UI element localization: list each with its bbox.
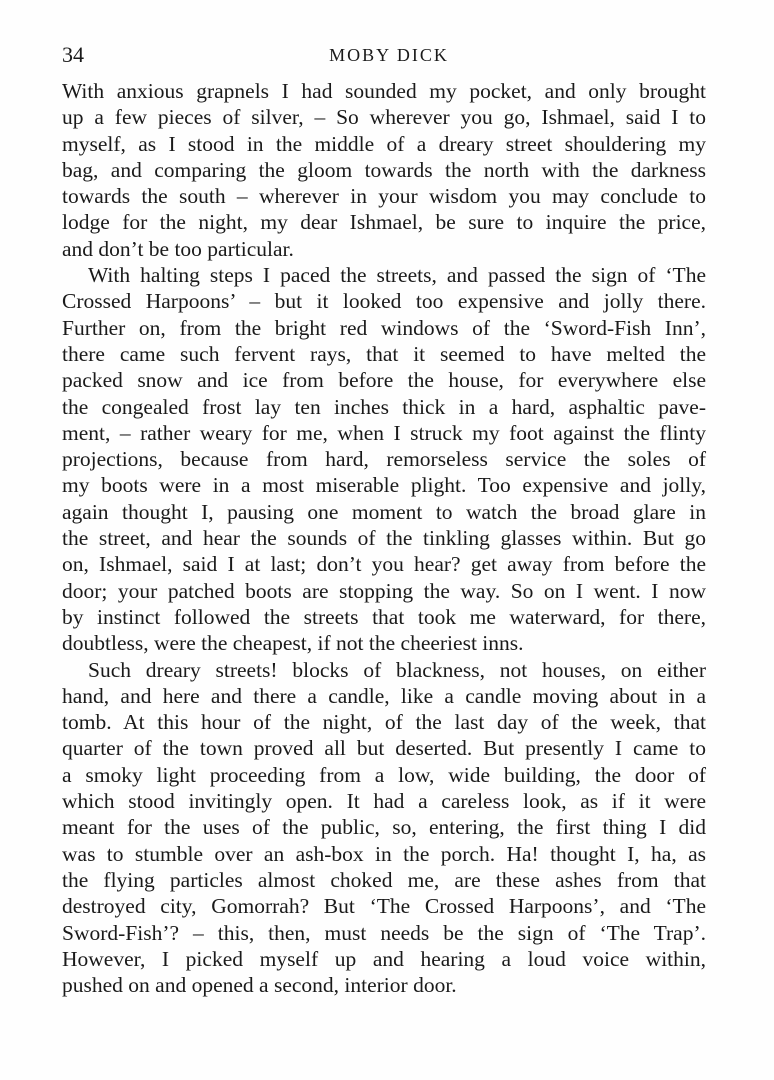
text-line: However, I picked myself up and hearing a loud voice within, [62,946,706,971]
text-line: the congealed frost lay ten inches thick in a hard, asphaltic pave- [62,394,706,419]
text-line: Sword-Fish’? – this, then, must needs be the sign of ‘The Trap’. [62,920,706,945]
text-line: myself, as I stood in the middle of a dreary street shouldering my [62,131,706,156]
text-line: Such dreary streets! blocks of blackness, not houses, on either [88,657,706,682]
text-line: again thought I, pausing one moment to watch the broad glare in [62,499,706,524]
text-line: ment, – rather weary for me, when I struck my foot against the flinty [62,420,706,445]
text-line: lodge for the night, my dear Ishmael, be sure to inquire the price, [62,210,706,235]
text-line: door; your patched boots are stopping the way. So on I went. I now [62,578,706,603]
text-line: projections, because from hard, remorseless service the soles of [62,447,706,472]
text-line: which stood invitingly open. It had a careless look, as if it were [62,789,706,814]
text-line: pushed on and opened a second, interior door. [62,973,457,998]
text-line: up a few pieces of silver, – So wherever you go, Ishmael, said I to [62,105,706,130]
paragraph [62,78,706,262]
text-line: by instinct followed the streets that took me waterward, for there, [62,604,706,629]
page-number: 34 [62,42,84,67]
text-line: bag, and comparing the gloom towards the north with the darkness [62,157,706,182]
text-line: With halting steps I paced the streets, and passed the sign of ‘The [88,263,706,288]
text-line: my boots were in a most miserable plight. Too expensive and jolly, [62,473,706,498]
text-line: tomb. At this hour of the night, of the last day of the week, that [62,710,706,735]
text-line: hand, and here and there a candle, like a candle moving about in a [62,683,706,708]
text-line: doubtless, were the cheapest, if not the cheeriest inns. [62,631,524,656]
book-title: MOBY DICK [329,45,449,65]
text-line: towards the south – wherever in your wisdom you may conclude to [62,184,706,209]
text-line: the street, and hear the sounds of the tinkling glasses within. But go [62,526,706,551]
text-line: meant for the uses of the public, so, entering, the first thing I did [62,815,706,840]
text-line: there came such fervent rays, that it seemed to have melted the [62,341,706,366]
text-line: on, Ishmael, said I at last; don’t you hear? get away from before the [62,552,706,577]
text-line: the flying particles almost choked me, are these ashes from that [62,867,706,892]
paragraph [62,657,706,999]
text-line: Crossed Harpoons’ – but it looked too expensive and jolly there. [62,289,706,314]
text-line: With anxious grapnels I had sounded my pocket, and only brought [62,79,706,103]
text-line: and don’t be too particular. [62,236,294,261]
body-text [62,78,706,998]
text-line: Further on, from the bright red windows of the ‘Sword-Fish Inn’, [62,315,706,340]
running-head [62,40,706,70]
text-line: a smoky light proceeding from a low, wide building, the door of [62,762,706,787]
text-line: quarter of the town proved all but deserted. But presently I came to [62,736,706,761]
paragraph [62,262,706,656]
text-line: was to stumble over an ash-box in the porch. Ha! thought I, ha, as [62,841,706,866]
text-line: destroyed city, Gomorrah? But ‘The Crossed Harpoons’, and ‘The [62,894,706,919]
text-line: packed snow and ice from before the house, for everywhere else [62,368,706,393]
